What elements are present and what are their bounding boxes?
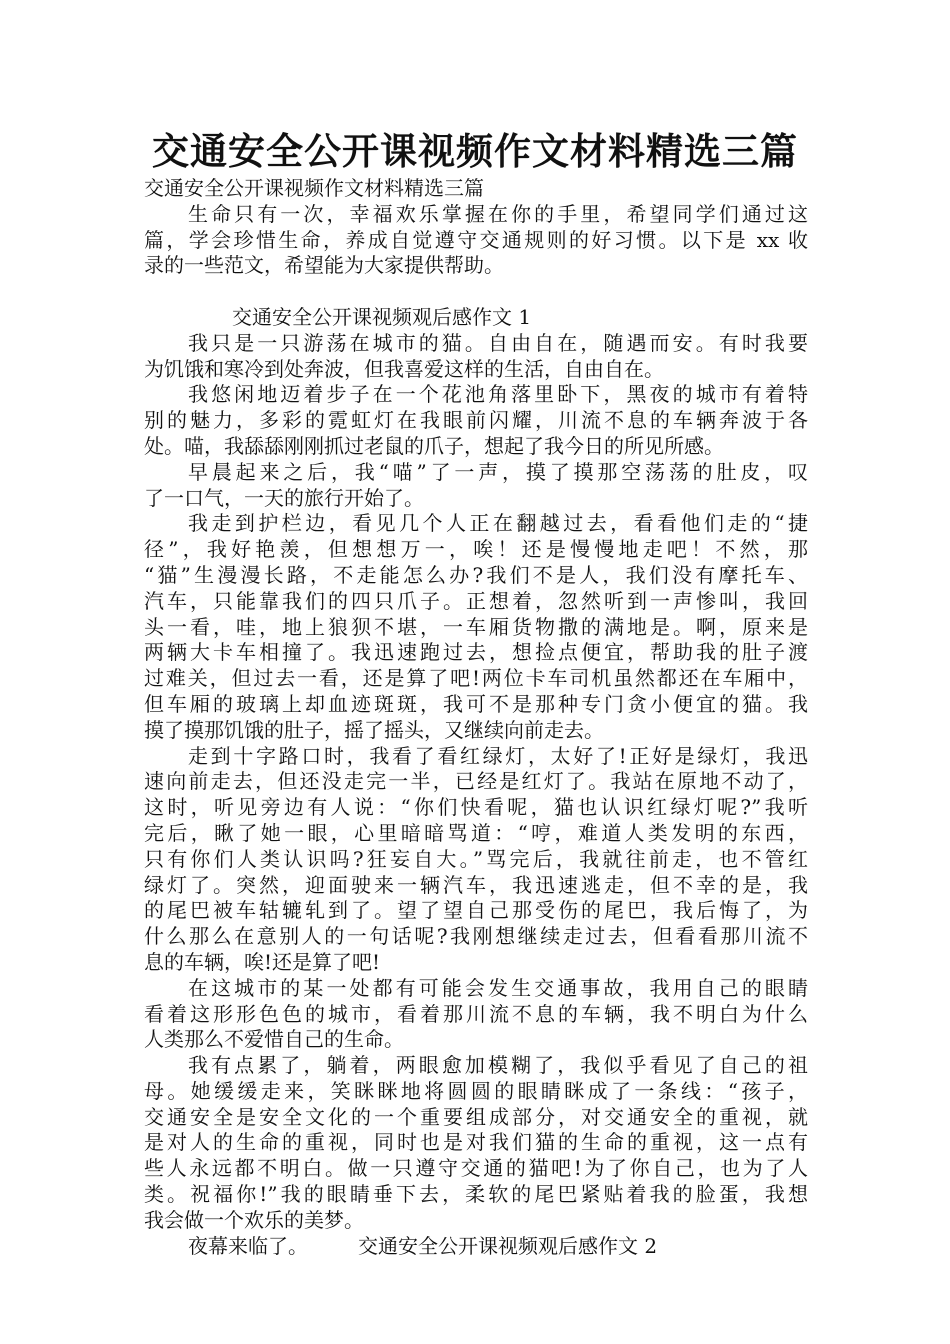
paragraph-line: 但车厢的玻璃上却血迹斑斑，我可不是那种专门贪小便宜的猫。我 (144, 691, 808, 716)
paragraph-line: 在这城市的某一处都有可能会发生交通事故，我用自己的眼睛 (188, 975, 808, 1000)
paragraph-line: 我会做一个欢乐的美梦。 (144, 1207, 364, 1232)
paragraph-line: 汽车，只能靠我们的四只爪子。正想着，忽然听到一声惨叫，我回 (144, 588, 808, 613)
paragraph-line: 只有你们人类认识吗?狂妄自大。”骂完后，我就往前走，也不管红 (144, 846, 808, 871)
paragraph-line: 这时，听见旁边有人说：“你们快看呢，猫也认识红绿灯呢?”我听 (144, 795, 808, 820)
document-title: 交通安全公开课视频作文材料精选三篇 (152, 129, 798, 173)
paragraph-line: 过难关，但过去一看，还是算了吧!两位卡车司机虽然都还在车厢中， (144, 666, 808, 691)
paragraph-line: 生命只有一次，幸福欢乐掌握在你的手里，希望同学们通过这 (188, 201, 808, 226)
paragraph-line: 两辆大卡车相撞了。我迅速跑过去，想捡点便宜，帮助我的肚子渡 (144, 640, 808, 665)
paragraph-line: 处。喵，我舔舔刚刚抓过老鼠的爪子，想起了我今日的所见所感。 (144, 433, 724, 458)
paragraph-line: 夜幕来临了。 交通安全公开课视频观后感作文 2 (188, 1233, 658, 1258)
section-heading: 交通安全公开课视频观后感作文 1 (232, 304, 532, 329)
paragraph-line: 绿灯了。突然，迎面驶来一辆汽车，我迅速逃走，但不幸的是，我 (144, 872, 808, 897)
paragraph-line: 类。祝福你!”我的眼睛垂下去，柔软的尾巴紧贴着我的脸蛋，我想 (144, 1182, 808, 1207)
paragraph-line: 母。她缓缓走来，笑眯眯地将圆圆的眼睛眯成了一条线：“孩子， (144, 1078, 808, 1103)
paragraph-line: 别的魅力，多彩的霓虹灯在我眼前闪耀，川流不息的车辆奔波于各 (144, 408, 808, 433)
paragraph-line: 看着这形形色色的城市，看着那川流不息的车辆，我不明白为什么 (144, 1001, 808, 1026)
paragraph-line: 我只是一只游荡在城市的猫。自由自在，随遇而安。有时我要 (188, 330, 808, 355)
paragraph-line: 篇，学会珍惜生命，养成自觉遵守交通规则的好习惯。以下是 xx 收 (144, 227, 808, 252)
document-body (144, 176, 808, 1259)
paragraph-line: 人类那么不爱惜自己的生命。 (144, 1027, 404, 1052)
paragraph-line: 摸了摸那饥饿的肚子，摇了摇头，又继续向前走去。 (144, 717, 604, 742)
paragraph-line: 我有点累了，躺着，两眼愈加模糊了，我似乎看见了自己的祖 (188, 1053, 808, 1078)
paragraph-line: 什么那么在意别人的一句话呢?我刚想继续走过去，但看看那川流不 (144, 924, 808, 949)
paragraph-line: 早晨起来之后，我“喵”了一声，摸了摸那空荡荡的肚皮，叹 (188, 459, 808, 484)
paragraph-line: 是对人的生命的重视，同时也是对我们猫的生命的重视，这一点有 (144, 1130, 808, 1155)
subtitle-line: 交通安全公开课视频作文材料精选三篇 (144, 176, 484, 200)
paragraph-line: 径”，我好艳羡，但想想万一，唉！还是慢慢地走吧！不然，那 (144, 537, 808, 562)
paragraph-line: 我悠闲地迈着步子在一个花池角落里卧下，黑夜的城市有着特 (188, 382, 808, 407)
paragraph-line: 我走到护栏边，看见几个人正在翻越过去，看看他们走的“捷 (188, 511, 808, 536)
paragraph-line: 录的一些范文，希望能为大家提供帮助。 (144, 253, 504, 278)
blank-line (144, 279, 808, 305)
paragraph-line: 走到十字路口时，我看了看红绿灯，太好了!正好是绿灯，我迅 (188, 743, 808, 768)
paragraph-line: 头一看，哇，地上狼狈不堪，一车厢货物撒的满地是。啊，原来是 (144, 614, 808, 639)
paragraph-line: 交通安全是安全文化的一个重要组成部分，对交通安全的重视，就 (144, 1104, 808, 1129)
paragraph-line: 的尾巴被车轱辘轧到了。望了望自己那受伤的尾巴，我后悔了，为 (144, 898, 808, 923)
paragraph-line: 速向前走去，但还没走完一半，已经是红灯了。我站在原地不动了， (144, 769, 808, 794)
paragraph-line: “猫”生漫漫长路，不走能怎么办?我们不是人，我们没有摩托车、 (144, 562, 808, 587)
paragraph-line: 些人永远都不明白。做一只遵守交通的猫吧!为了你自己，也为了人 (144, 1156, 808, 1181)
paragraph-line: 完后，瞅了她一眼，心里暗暗骂道：“哼，难道人类发明的东西， (144, 820, 808, 845)
paragraph-line: 息的车辆，唉!还是算了吧! (144, 949, 381, 974)
paragraph-line: 为饥饿和寒冷到处奔波，但我喜爱这样的生活，自由自在。 (144, 356, 664, 381)
paragraph-line: 了一口气，一天的旅行开始了。 (144, 485, 424, 510)
